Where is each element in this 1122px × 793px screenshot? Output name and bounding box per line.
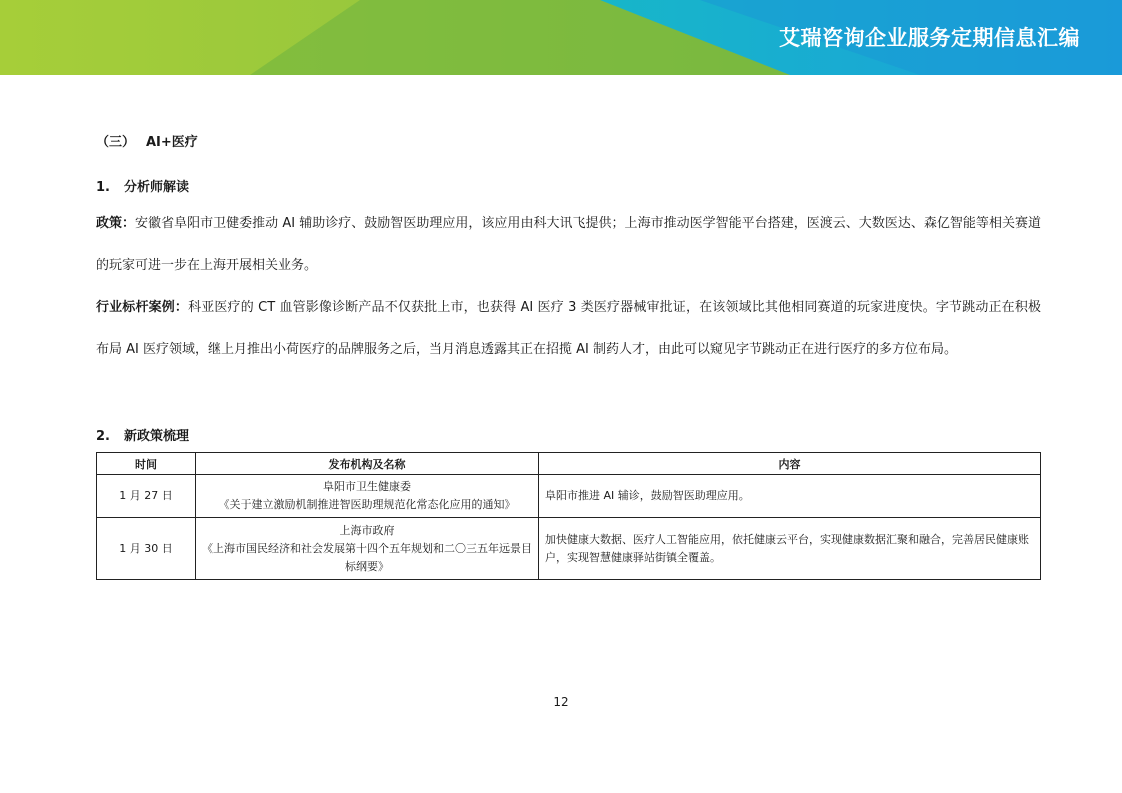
policy-text: 安徽省阜阳市卫健委推动 AI 辅助诊疗、鼓励智医助理应用，该应用由科大讯飞提供；上海市推动医学智能平台搭建，医渡云、大数医达、森亿智能等相关赛道的玩家可进一步在上海开展相关业务。 bbox=[96, 216, 1041, 273]
cell-publisher bbox=[196, 475, 539, 518]
cell-publisher bbox=[196, 518, 539, 580]
policy-label: 政策： bbox=[96, 216, 136, 231]
publisher-document: 《上海市国民经济和社会发展第十四个五年规划和二〇三五年远景目标纲要》 bbox=[202, 541, 532, 573]
header-banner bbox=[0, 0, 1122, 75]
cell-time: 1 月 27 日 bbox=[97, 475, 196, 518]
section-number: （三） bbox=[96, 135, 136, 150]
publisher-agency: 阜阳市卫生健康委 bbox=[323, 480, 411, 493]
policy-table bbox=[96, 452, 1041, 580]
subheading-policy bbox=[96, 425, 189, 444]
subheading-analyst bbox=[96, 176, 189, 195]
report-title: 艾瑞咨询企业服务定期信息汇编 bbox=[779, 26, 1080, 50]
subheading-number: 2. bbox=[96, 429, 110, 444]
header-content: 内容 bbox=[539, 453, 1041, 475]
table-row bbox=[97, 475, 1041, 518]
industry-paragraph bbox=[96, 287, 1041, 371]
header-publisher: 发布机构及名称 bbox=[196, 453, 539, 475]
policy-paragraph bbox=[96, 203, 1041, 287]
header-time: 时间 bbox=[97, 453, 196, 475]
industry-text: 科亚医疗的 CT 血管影像诊断产品不仅获批上市，也获得 AI 医疗 3 类医疗器械审批证，在该领域比其他相同赛道的玩家进度快。字节跳动正在积极布局 AI 医疗领域，继上月推出小荷医疗的品牌服务之后，当月消息透露其正在招揽 AI 制药人才，由此可以窥见字节跳动正在进行医疗的多方位布局。 bbox=[96, 300, 1041, 357]
publisher-document: 《关于建立激励机制推进智医助理规范化常态化应用的通知》 bbox=[218, 498, 516, 511]
cell-content: 加快健康大数据、医疗人工智能应用，依托健康云平台，实现健康数据汇聚和融合，完善居民健康账户，实现智慧健康驿站街镇全覆盖。 bbox=[539, 518, 1041, 580]
table-header-row bbox=[97, 453, 1041, 475]
publisher-agency: 上海市政府 bbox=[339, 523, 395, 537]
cell-content: 阜阳市推进 AI 辅诊，鼓励智医助理应用。 bbox=[539, 475, 1041, 518]
subheading-title: 新政策梳理 bbox=[124, 429, 190, 444]
industry-label: 行业标杆案例： bbox=[96, 300, 189, 315]
section-heading bbox=[96, 131, 198, 150]
table-row bbox=[97, 518, 1041, 580]
cell-time: 1 月 30 日 bbox=[97, 518, 196, 580]
subheading-number: 1. bbox=[96, 180, 110, 195]
section-title: AI+医疗 bbox=[146, 135, 198, 150]
page-number: 12 bbox=[553, 695, 569, 709]
subheading-title: 分析师解读 bbox=[124, 180, 190, 195]
